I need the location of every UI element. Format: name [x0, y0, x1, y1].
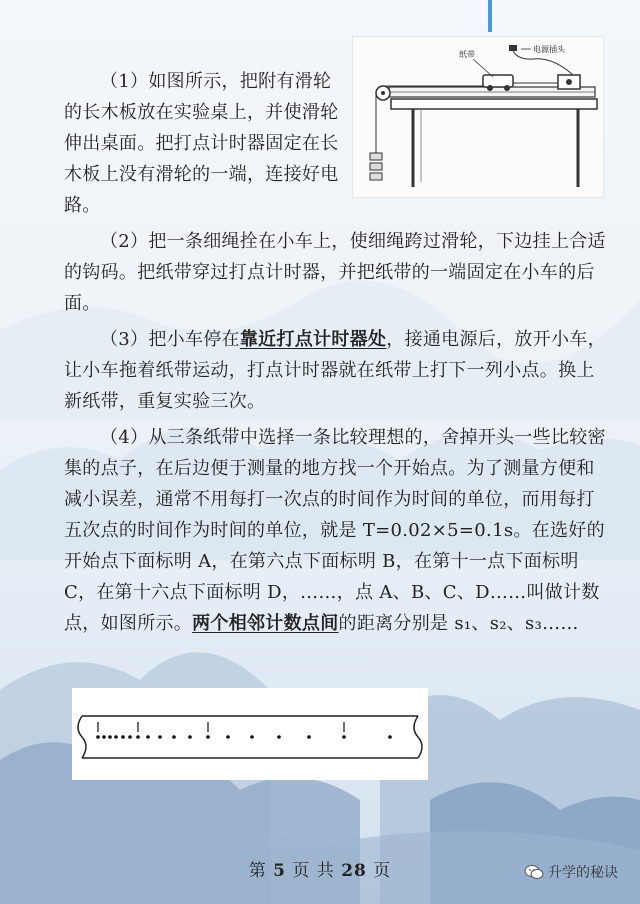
- tape-dots: [96, 735, 392, 739]
- paragraph-4-rest: 的距离分别是 s₁、s₂、s₃……: [338, 613, 579, 634]
- paragraph-4-lead: （4）从三条纸带中选择一条比较理想的，舍掉开头一些比较密集的点子，在后边便于测量的地方找一个开始点。为了测量方便和减小误差，通常不用每打一次点的时间作为时间的单位，而用每打五次点的时间作为时间的单位，就是 T=0.02×5=0.1s。在选好的开始点下面标明 A，在第六点下面标明 B，在第十一点下面标明 C，在第十六点下面标明 D，……，点 A、B、C、D……叫做计数点，如图所示。: [64, 427, 606, 634]
- paper-tape-drawing: [72, 688, 428, 780]
- paragraph-4-underlined: 两个相邻计数点间: [192, 613, 339, 634]
- paragraph-3-underlined: 靠近打点计时器处: [239, 329, 387, 350]
- label-tape: 纸带: [459, 50, 475, 59]
- paragraph-4: [64, 422, 612, 639]
- paragraph-2: （2）把一条细绳拴在小车上，使细绳跨过滑轮，下边挂上合适的钩码。把纸带穿过打点计时器，并把纸带的一端固定在小车的后面。: [64, 231, 606, 314]
- count-point-marks: [98, 722, 344, 732]
- wechat-icon: [524, 864, 544, 880]
- footer-page-number: 5: [273, 861, 286, 881]
- page-body: [64, 66, 612, 644]
- paper-tape-figure: [72, 688, 428, 780]
- footer-suffix: 页: [373, 861, 392, 881]
- label-power-plug: 电源插头: [533, 45, 565, 54]
- footer-middle: 页 共: [292, 861, 335, 881]
- paragraph-3-lead: （3）把小车停在: [100, 329, 240, 350]
- hanging-thread-decoration: [488, 0, 492, 32]
- brand-name: 升学的秘诀: [548, 865, 618, 881]
- brand-watermark: [524, 862, 618, 882]
- footer-page-total: 28: [341, 861, 367, 881]
- paragraph-3: [64, 324, 612, 417]
- footer-prefix: 第: [248, 861, 267, 881]
- paragraph-1: （1）如图所示，把附有滑轮的长木板放在实验桌上，并使滑轮伸出桌面。把打点计时器固定在长木板上没有滑轮的一端，连接好电路。: [64, 71, 339, 216]
- paragraph-3-rest: ，接通电源后，放开小车，让小车拖着纸带运动，打点计时器就在纸带上打下一列小点。换上新纸带，重复实验三次。: [64, 329, 606, 412]
